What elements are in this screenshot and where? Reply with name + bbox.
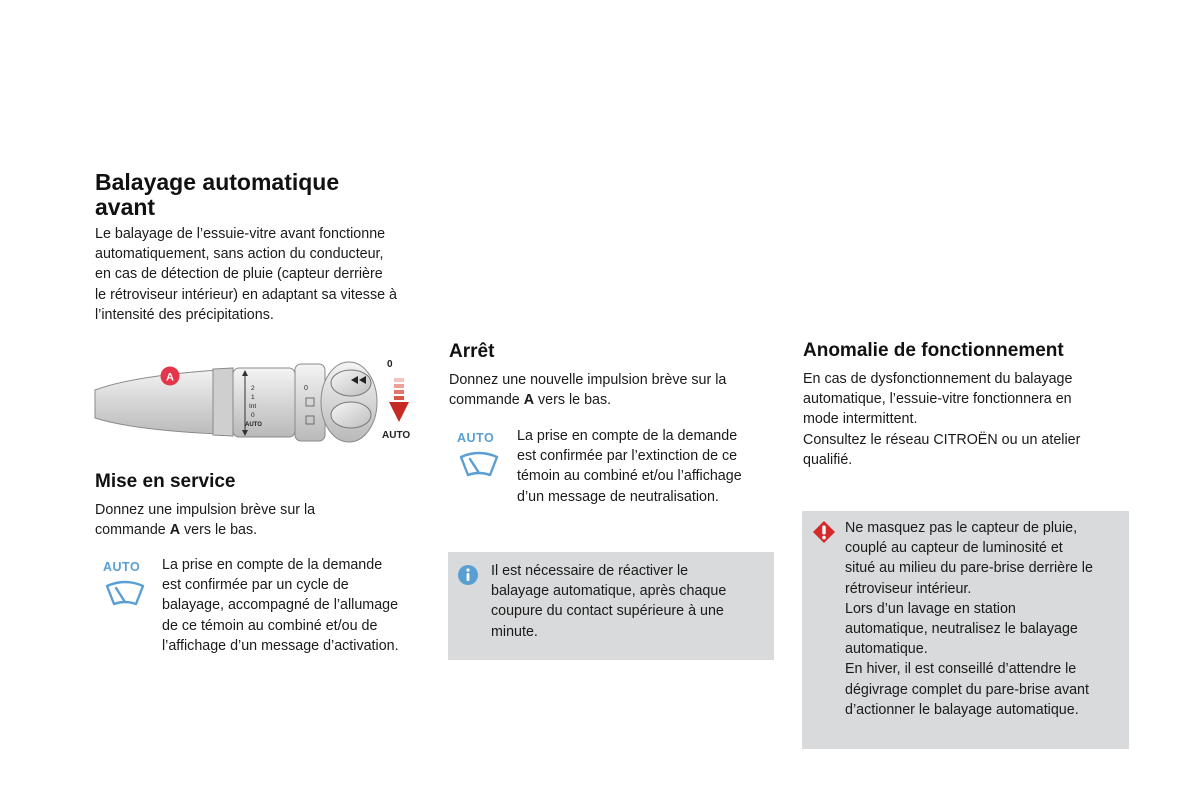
windscreen-wiper-icon [457, 449, 501, 483]
mise-en-service-note [162, 555, 432, 656]
stalk-ring [233, 368, 295, 437]
note-line: La prise en compte de la demande [162, 557, 383, 573]
section-title-mise-en-service: Mise en service [95, 471, 236, 492]
intro-line: le rétroviseur intérieur) en adaptant sa vitesse à [95, 286, 397, 303]
note-line: balayage, accompagné de l’allumage [162, 597, 399, 614]
note-line: d’un message de neutralisation. [517, 488, 719, 505]
arret-text [449, 370, 769, 410]
page-title [95, 170, 339, 220]
anomalie-line: qualifié. [803, 451, 853, 468]
warning-line: couplé au capteur de luminosité et [845, 540, 1063, 557]
anomalie-line: En cas de dysfonctionnement du balayage [803, 371, 1073, 387]
mise-en-service-line: commande A vers le bas. [95, 522, 258, 539]
info-icon [457, 564, 479, 586]
warning-box-text [845, 518, 1125, 720]
arret-note [517, 426, 772, 507]
wiper-stalk-illustration [93, 352, 423, 447]
section-title-anomalie: Anomalie de fonctionnement [803, 340, 1064, 361]
info-line: Il est nécessaire de réactiver le [491, 563, 689, 579]
note-line: témoin au combiné et/ou l’affichage [517, 468, 742, 485]
warning-line: d’actionner le balayage automatique. [845, 701, 1079, 718]
auto-wiper-indicator [456, 431, 504, 486]
warning-box [802, 511, 1129, 749]
info-line: coupure du contact supérieure à une [491, 603, 724, 620]
info-line: balayage automatique, après chaque [491, 583, 727, 600]
note-line: est confirmée par l’extinction de ce [517, 448, 738, 465]
intro-paragraph [95, 224, 435, 325]
info-box [448, 552, 774, 660]
ring-mark-top-0: 0 [387, 359, 393, 370]
ring-mark-0: 0 [304, 385, 308, 392]
arret-line: commande A vers le bas. [449, 392, 612, 409]
auto-indicator-label: AUTO [457, 431, 495, 445]
info-line: minute. [491, 623, 538, 640]
intro-line: l’intensité des précipitations. [95, 306, 274, 323]
warning-line: dégivrage complet du pare-brise avant [845, 681, 1089, 698]
intro-line: automatiquement, sans action du conducteur, [95, 246, 384, 263]
lever-mark-0: 0 [251, 412, 255, 419]
lever-mark-auto: AUTO [245, 422, 262, 428]
lever-mark-1: 1 [251, 394, 255, 401]
anomalie-line: Consultez le réseau CITROËN ou un atelier [803, 431, 1081, 448]
warning-line: automatique, neutralisez le balayage [845, 621, 1078, 638]
mise-en-service-text [95, 500, 435, 540]
lever-mark-2: 2 [251, 385, 255, 392]
command-a-ref: A [169, 522, 181, 539]
auto-indicator-label: AUTO [103, 560, 141, 574]
lever-mark-int: Int [249, 403, 257, 410]
anomalie-line: automatique, l’essuie-vitre fonctionnera en [803, 391, 1072, 408]
page-title-line-1: Balayage automatique [95, 169, 340, 195]
warning-line: rétroviseur intérieur. [845, 580, 972, 597]
marker-a: A [166, 371, 174, 384]
section-title-arret: Arrêt [449, 341, 495, 362]
note-line: l’affichage d’un message d’activation. [162, 637, 399, 654]
warning-line: Lors d’un lavage en station [845, 600, 1016, 617]
stalk-knob-bottom [331, 402, 371, 428]
warning-line: automatique. [845, 641, 928, 658]
warning-line: En hiver, il est conseillé d’attendre le [845, 661, 1077, 678]
down-arrow-icon [389, 378, 409, 422]
auto-position-label: AUTO [382, 430, 411, 441]
warning-line: situé au milieu du pare-brise derrière le [845, 560, 1093, 577]
warning-line: Ne masquez pas le capteur de pluie, [845, 520, 1078, 536]
note-line: La prise en compte de la demande [517, 428, 738, 444]
note-line: est confirmée par un cycle de [162, 577, 349, 594]
wiper-stalk-svg [93, 352, 423, 447]
command-a-ref: A [523, 392, 535, 409]
intro-line: Le balayage de l’essuie-vitre avant fonctionne [95, 226, 386, 242]
arret-line: Donnez une nouvelle impulsion brève sur la [449, 372, 727, 388]
mise-en-service-line: Donnez une impulsion brève sur la [95, 502, 316, 518]
windscreen-wiper-icon [103, 578, 147, 612]
page-title-line-2: avant [95, 194, 156, 220]
anomalie-line: mode intermittent. [803, 411, 918, 428]
warning-icon [812, 520, 836, 544]
info-box-text [491, 561, 766, 642]
auto-wiper-indicator [102, 560, 150, 615]
anomalie-text [803, 369, 1123, 470]
note-line: de ce témoin au combiné et/ou de [162, 617, 378, 634]
intro-line: en cas de détection de pluie (capteur derrière [95, 266, 383, 283]
